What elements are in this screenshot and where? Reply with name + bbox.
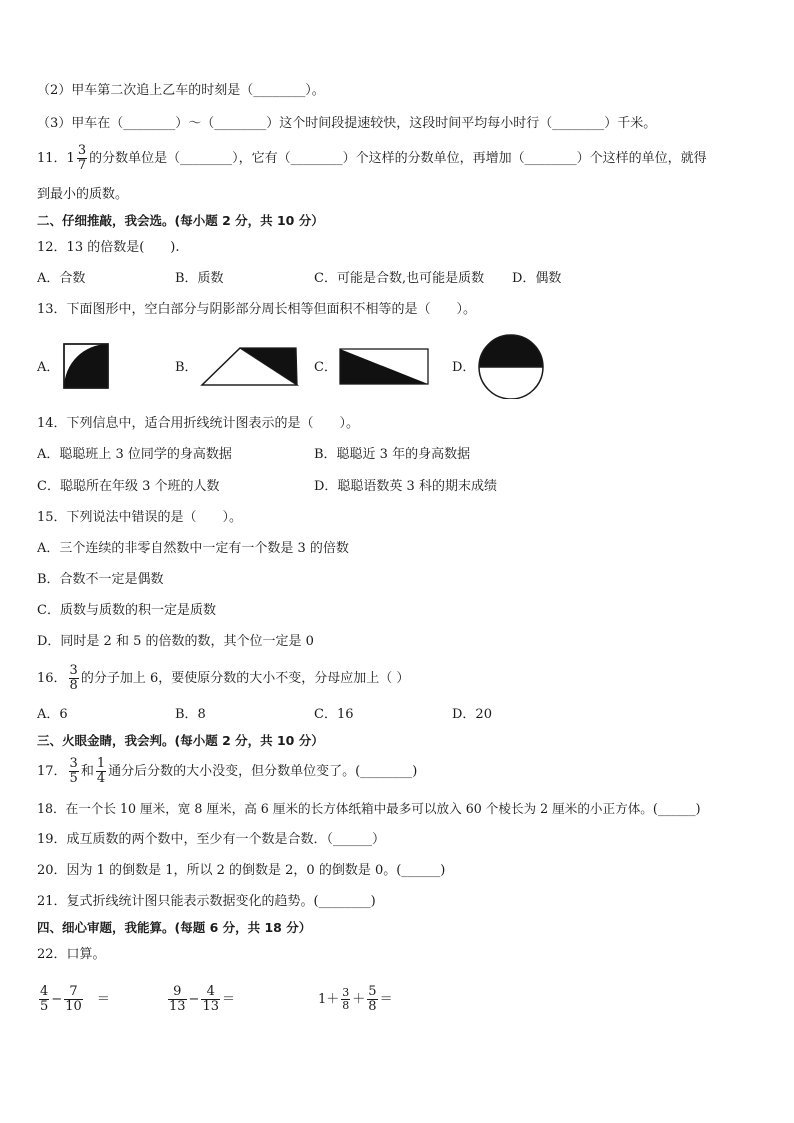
q13-figure-b [200, 346, 300, 387]
q12-option-c: C．可能是合数,也可能是质数 [314, 271, 485, 286]
q15-stem: 15．下列说法中错误的是（ ）。 [37, 510, 243, 525]
q22-e1-a-numerator: 4 [40, 984, 49, 999]
q16-option-a: A．6 [37, 707, 68, 722]
q22-e3-operator: ＋ [352, 992, 366, 1007]
q21-statement: 21．复式折线统计图只能表示数据变化的趋势。(________) [37, 894, 376, 909]
q15-option-a: A．三个连续的非零自然数中一定有一个数是 3 的倍数 [37, 541, 349, 556]
q14-stem: 14．下列信息中，适合用折线统计图表示的是（ ）。 [37, 416, 360, 431]
q11-number: 11． [37, 151, 67, 166]
q22-stem: 22．口算。 [37, 947, 106, 962]
q22-e2-a-numerator: 9 [168, 985, 187, 1000]
q11-fraction-denominator: 7 [77, 158, 87, 173]
q22-e2-b-numerator: 4 [201, 985, 220, 1000]
q22-e1-equals: ＝ [96, 992, 110, 1007]
q14-option-a: A．聪聪班上 3 位同学的身高数据 [37, 447, 232, 462]
q22-e3-equals: ＝ [379, 992, 393, 1007]
q14-option-d: D．聪聪语数英 3 科的期末成绩 [314, 479, 497, 494]
q13-figure-c [338, 347, 430, 386]
q22-expression-3 [318, 982, 393, 1018]
section-2-heading: 二、仔细推敲，我会选。(每小题 2 分，共 10 分） [37, 213, 324, 228]
q22-e3-a-numerator: 3 [342, 986, 350, 999]
q16-option-d: D．20 [452, 707, 492, 722]
q16-number: 16． [37, 671, 67, 686]
q22-e2-fraction-b [201, 985, 220, 1014]
q16-fraction [69, 664, 79, 693]
q17-fraction-2 [96, 757, 106, 786]
q16-text: 的分子加上 6，要使原分数的大小不变，分母应加上（ ） [80, 671, 410, 686]
q19-statement: 19．成互质数的两个数中，至少有一个数是合数．（______） [37, 832, 386, 847]
q11-text: 的分数单位是（________），它有（________）个这样的分数单位，再增加（________）个这样的单位，就得 [89, 151, 707, 166]
q17-text: 通分后分数的大小没变，但分数单位变了。(________) [108, 764, 418, 779]
q13-figure-d [476, 333, 546, 399]
q22-e2-fraction-a [168, 985, 187, 1014]
q11-line2: 到最小的质数。 [37, 187, 129, 202]
q15-option-d: D．同时是 2 和 5 的倍数的数，其个位一定是 0 [37, 634, 314, 649]
q17-and: 和 [80, 764, 94, 779]
q22-e2-a-denominator: 13 [169, 999, 186, 1014]
q12-option-a: A．合数 [37, 271, 86, 286]
q12-option-b: B．质数 [175, 271, 224, 286]
section-4-heading: 四、细心审题，我能算。(每题 6 分，共 18 分） [37, 920, 312, 935]
q16-option-b: B．8 [175, 707, 206, 722]
q14-option-c: C．聪聪所在年级 3 个班的人数 [37, 479, 220, 494]
q10-part2: （2）甲车第二次追上乙车的时刻是（________）。 [37, 83, 325, 98]
q10-part3: （3）甲车在（________）～（________）这个时间段提速较快，这段时间平均每小时行（________）千米。 [37, 116, 657, 131]
q12-stem: 12．13 的倍数是( ). [37, 240, 180, 255]
q15-option-c: C．质数与质数的积一定是质数 [37, 603, 216, 618]
q22-e2-b-denominator: 13 [202, 999, 219, 1014]
q15-option-b: B．合数不一定是偶数 [37, 572, 164, 587]
q17-fraction-2-numerator: 1 [96, 756, 106, 771]
q17-fraction-2-denominator: 4 [96, 771, 106, 786]
q12-option-d: D．偶数 [512, 271, 562, 286]
q16-fraction-numerator: 3 [69, 663, 78, 678]
q17-fraction-1-denominator: 5 [69, 771, 78, 786]
section-3-heading: 三、火眼金睛，我会判。(每小题 2 分，共 10 分） [37, 733, 324, 748]
q22-e3-fraction-a [341, 987, 350, 1012]
q11-fraction [77, 144, 87, 173]
q22-expression-2 [166, 982, 235, 1018]
q16-stem [37, 661, 409, 697]
q22-e3-b-denominator: 8 [368, 999, 377, 1014]
q11-fraction-numerator: 3 [77, 143, 87, 158]
q14-option-b: B．聪聪近 3 年的身高数据 [314, 447, 471, 462]
q20-statement: 20．因为 1 的倒数是 1，所以 2 的倒数是 2，0 的倒数是 0。(______) [37, 863, 446, 878]
q22-e1-fraction-a [39, 985, 49, 1014]
q13-figure-a [63, 343, 109, 389]
q17-fraction-1-numerator: 3 [69, 756, 78, 771]
q13-option-d: D． [452, 360, 476, 375]
q18-statement: 18．在一个长 10 厘米，宽 8 厘米，高 6 厘米的长方体纸箱中最多可以放入 60 个棱长为 2 厘米的小正方体。(______) [37, 801, 701, 816]
q22-e1-operator: − [51, 992, 63, 1007]
q22-e3-b-numerator: 5 [368, 984, 377, 999]
q22-e2-operator: − [188, 992, 200, 1007]
q22-e1-a-denominator: 5 [40, 999, 49, 1014]
q13-stem: 13．下面图形中，空白部分与阴影部分周长相等但面积不相等的是（ ）。 [37, 302, 477, 317]
q22-e3-a-denominator: 8 [342, 999, 350, 1012]
q22-e3-fraction-b [367, 985, 377, 1014]
q11-whole: 1 [66, 151, 75, 166]
q11-line1 [37, 141, 707, 177]
q22-e1-b-numerator: 7 [64, 985, 83, 1000]
q17-fraction-1 [69, 757, 79, 786]
q13-option-c: C． [314, 360, 337, 375]
q22-e2-equals: ＝ [222, 992, 236, 1007]
q13-option-a: A． [37, 360, 60, 375]
q16-option-c: C．16 [314, 707, 354, 722]
q13-option-b: B． [175, 360, 198, 375]
q17-number: 17． [37, 764, 67, 779]
q17-stem [37, 754, 417, 790]
q22-e1-b-denominator: 10 [65, 999, 82, 1014]
q22-e1-fraction-b [64, 985, 83, 1014]
q22-e3-whole: 1＋ [318, 992, 340, 1007]
q16-fraction-denominator: 8 [69, 678, 78, 693]
q22-expression-1 [37, 982, 110, 1018]
